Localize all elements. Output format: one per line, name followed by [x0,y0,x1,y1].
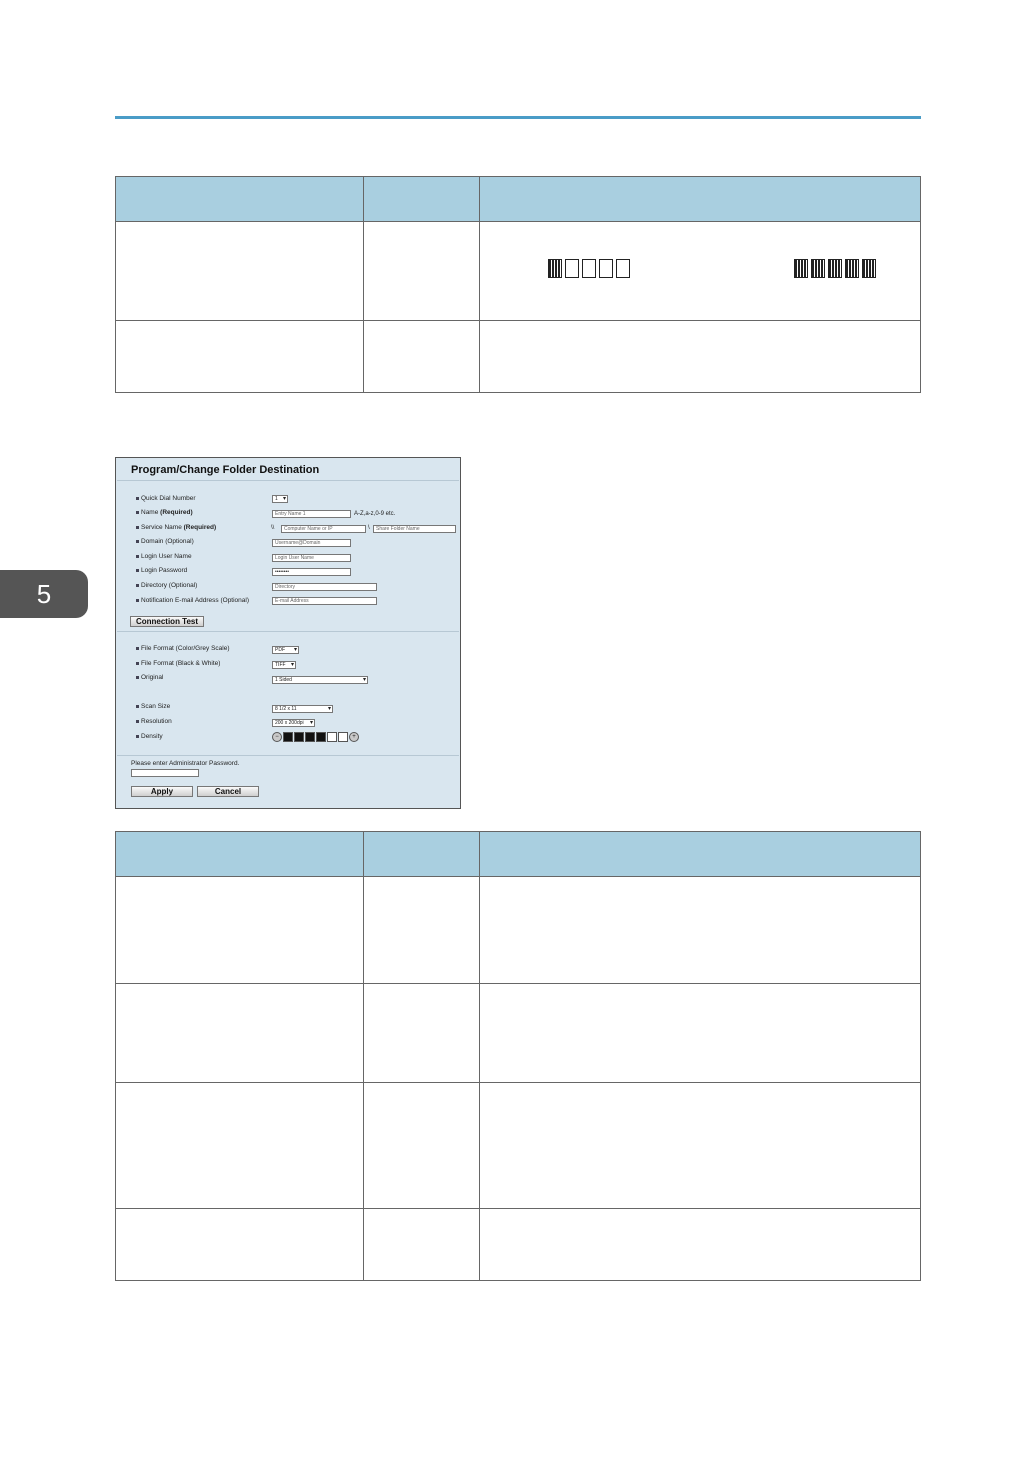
divider [117,755,459,756]
density-scale-cell [480,222,921,321]
table-cell [480,321,921,393]
table-header-cell [116,832,364,877]
name-hint: A-Z,a-z,0-9 etc. [354,511,396,517]
scan-size-label: Scan Size [136,703,170,710]
table-row [116,984,921,1083]
table-cell [364,1083,480,1209]
directory-input[interactable]: Directory [272,583,377,591]
density-box [599,259,613,278]
density-box [845,259,859,278]
domain-label: Domain (Optional) [136,538,194,545]
table-row [116,222,921,321]
table-header-cell [364,177,480,222]
table-cell [480,1209,921,1281]
login-password-label: Login Password [136,567,187,574]
density-level-box[interactable] [294,732,304,742]
table-cell [364,877,480,984]
service-name-label: Service Name (Required) [136,524,216,531]
table-header-cell [116,177,364,222]
density-box [794,259,808,278]
file-format-bw-label: File Format (Black & White) [136,660,220,667]
original-select[interactable]: 1 Sided ▾ [272,676,368,684]
table-cell [480,1083,921,1209]
login-user-input[interactable]: Login User Name [272,554,351,562]
density-box [828,259,842,278]
density-level-box[interactable] [327,732,337,742]
density-label: Density [136,733,163,740]
notification-input[interactable]: E-mail Address [272,597,377,605]
file-format-color-select[interactable]: PDF ▾ [272,646,299,654]
density-box [616,259,630,278]
notification-label: Notification E-mail Address (Optional) [136,597,249,604]
density-box [565,259,579,278]
divider [117,631,459,632]
density-dark-indicator [794,259,876,278]
density-control [272,732,359,742]
admin-password-prompt: Please enter Administrator Password. [131,760,240,767]
share-folder-input[interactable]: Share Folder Name [373,525,456,533]
table-cell [364,984,480,1083]
quick-dial-label: Quick Dial Number [136,495,196,502]
header-rule [115,116,921,119]
login-password-input[interactable]: •••••••• [272,568,351,576]
login-user-label: Login User Name [136,553,192,560]
density-box [862,259,876,278]
table-header-cell [480,177,921,222]
resolution-label: Resolution [136,718,172,725]
table-cell [116,1083,364,1209]
panel-title: Program/Change Folder Destination [131,464,320,476]
cancel-button[interactable]: Cancel [197,786,259,797]
table-row [116,877,921,984]
density-lighter-button[interactable]: − [272,732,282,742]
quick-dial-select[interactable]: 1 ▾ [272,495,288,503]
density-box [582,259,596,278]
density-level-box[interactable] [316,732,326,742]
domain-input[interactable]: Username@Domain [272,539,351,547]
table-cell [116,877,364,984]
directory-label: Directory (Optional) [136,582,197,589]
table-cell [480,984,921,1083]
service-prefix: \\ [271,525,275,531]
table-row [116,1209,921,1281]
divider [117,480,459,481]
file-format-bw-select[interactable]: TIFF ▾ [272,661,296,669]
table-cell [364,321,480,393]
density-box [548,259,562,278]
admin-password-input[interactable] [131,769,199,777]
apply-button[interactable]: Apply [131,786,193,797]
table-cell [364,1209,480,1281]
table-header-row [116,177,921,222]
density-darker-button[interactable]: + [349,732,359,742]
file-format-color-label: File Format (Color/Grey Scale) [136,645,230,652]
table-cell [480,877,921,984]
density-level-box[interactable] [305,732,315,742]
chapter-tab: 5 [0,570,88,618]
table-cell [116,222,364,321]
folder-destination-screenshot [115,457,461,809]
connection-test-button[interactable]: Connection Test [130,616,204,627]
table-row [116,321,921,393]
settings-table-2 [115,831,921,1281]
table-header-cell [480,832,921,877]
table-cell [116,984,364,1083]
resolution-select[interactable]: 200 x 200dpi ▾ [272,719,315,727]
scan-size-select[interactable]: 8 1/2 x 11 ▾ [272,705,333,713]
table-cell [116,1209,364,1281]
service-separator: \ [368,525,370,531]
original-label: Original [136,674,163,681]
density-level-box[interactable] [283,732,293,742]
table-header-cell [364,832,480,877]
settings-table-1 [115,176,921,393]
density-box [811,259,825,278]
table-row [116,1083,921,1209]
computer-name-input[interactable]: Computer Name or IP [281,525,366,533]
table-header-row [116,832,921,877]
table-cell [364,222,480,321]
name-label: Name (Required) [136,509,193,516]
name-input[interactable]: Entry Name 1 [272,510,351,518]
density-level-box[interactable] [338,732,348,742]
table-cell [116,321,364,393]
density-light-indicator [548,259,630,278]
